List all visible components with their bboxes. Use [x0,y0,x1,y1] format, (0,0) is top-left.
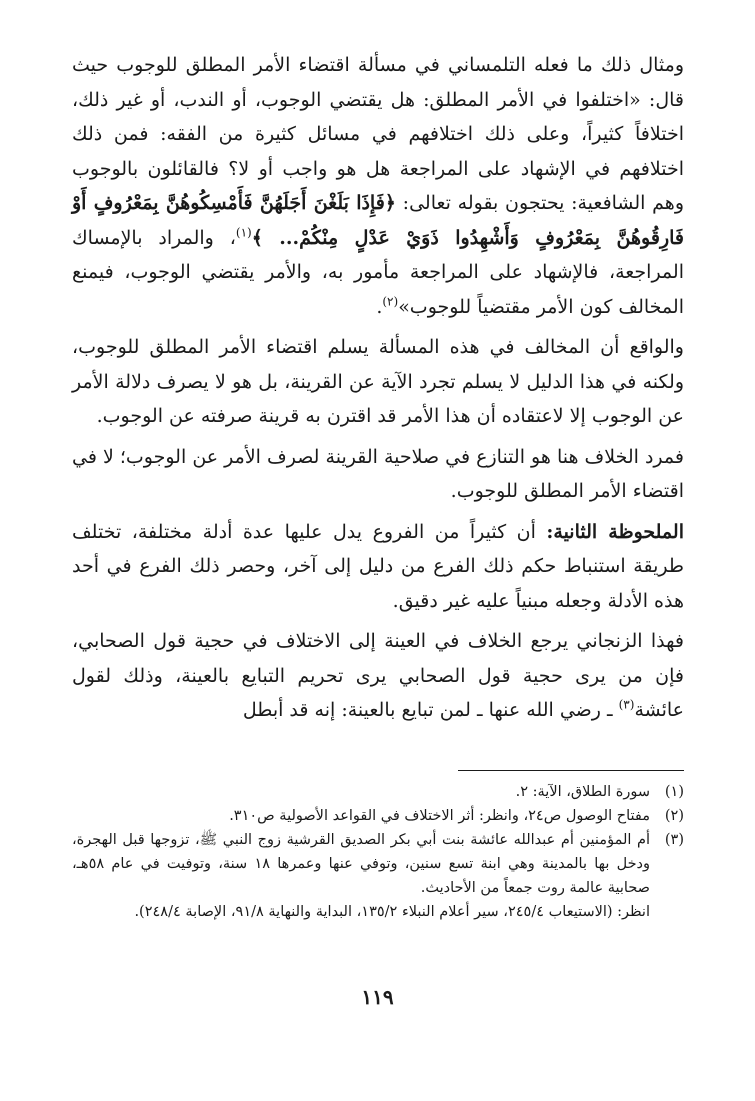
footnote-text: أم المؤمنين أم عبدالله عائشة بنت أبي بكر الصديق القرشية زوج النبي ﷺ، تزوجها قبل الهجرة، ودخل بها بالمدينة وهي ابنة تسع سنين، وتوفي عنها وعمرها ١٨ سنة، وتوفيت في عام ٥٨هـ، صحابية عالمة روت جمعاً من الأحاديث. [72,832,650,896]
footnote-3-references: انظر: (الاستيعاب ٢٤٥/٤، سير أعلام النبلاء ١٣٥/٢، البداية والنهاية ٩١/٨، الإصابة ٢٤٨/٤). [134,904,650,920]
second-note-label: الملحوظة الثانية: [546,520,684,543]
footnote-2 [72,804,684,828]
paragraph-1-end: . [376,295,383,318]
footnote-text: مفتاح الوصول ص٢٤، وانظر: أثر الاختلاف في القواعد الأصولية ص٣١٠. [229,808,650,824]
footnote-text: سورة الطلاق، الآية: ٢. [515,784,650,800]
footnote-divider [458,770,684,771]
paragraph-5-continuation: ـ رضي الله عنها ـ لمن تبايع بالعينة: إنه قد أبطل [242,699,619,721]
main-text [72,48,684,728]
footnote-number: (٢) [664,808,684,824]
paragraph-1-text: ومثال ذلك ما فعله التلمساني في مسألة اقتضاء الأمر المطلق للوجوب حيث قال: «اختلفوا في الأمر المطلق: هل يقتضي الوجوب، أو الندب، أو غير ذلك، اختلافاً كثيراً، وعلى ذلك اختلافهم في مسائل كثيرة من الفقه: فمن ذلك اختلافهم في الإشهاد على المراجعة هل هو واجب أو لا؟ فالقائلون بالوجوب وهم الشافعية: يحتجون بقوله تعالى: [72,54,685,214]
footnote-3 [72,828,684,900]
paragraph-5-text: فهذا الزنجاني يرجع الخلاف في العينة إلى الاختلاف في حجية قول الصحابي، فإن من يرى حجية قول الصحابي يرى تحريم التبايع بالعينة، وذلك لقول عائشة [72,630,684,721]
footnote-1 [72,780,684,804]
page-number: ١١٩ [361,985,394,1009]
paragraph-1-continuation: ، والمراد بالإمساك المراجعة، فالإشهاد على المراجعة مأمور به، والأمر يقتضي الوجوب، فيمنع المخالف كون الأمر مقتضياً للوجوب» [72,226,684,318]
paragraph-4-text: أن كثيراً من الفروع يدل عليها عدة أدلة مختلفة، تختلف طريقة استنباط حكم ذلك الفرع من دليل إلى آخر، وحصر ذلك الفرع في أحد هذه الأدلة وجعله مبنياً عليه غير دقيق. [72,520,684,612]
footnote-number: (٣) [664,832,684,848]
quran-verse: ﴿فَإِذَا بَلَغْنَ أَجَلَهُنَّ فَأَمْسِكُوهُنَّ بِمَعْرُوفٍ أَوْ فَارِقُوهُنَّ بِمَعْرُوفٍ وَأَشْهِدُوا ذَوَيْ عَدْلٍ مِنْكُمْ... ﴾ [72,192,684,249]
paragraph-3-text: فمرد الخلاف هنا هو التنازع في صلاحية القرينة لصرف الأمر عن الوجوب؛ لا في اقتضاء الأمر المطلق للوجوب. [72,445,684,502]
footnote-ref-3[interactable]: (٣) [618,697,635,712]
paragraph-1 [72,48,684,324]
footnote-number: (١) [664,784,684,800]
paragraph-2 [72,330,684,434]
paragraph-4 [72,515,684,619]
paragraph-3 [72,440,684,509]
paragraph-5 [72,624,684,728]
footnotes [72,780,684,924]
footnote-ref-2[interactable]: (٢) [382,294,399,309]
footnote-ref-1[interactable]: (١) [235,225,252,240]
paragraph-2-text: والواقع أن المخالف في هذه المسألة يسلم اقتضاء الأمر المطلق للوجوب، ولكنه في هذا الدليل لا يسلم تجرد الآية عن القرينة، بل هو لا يصرف دلالة الأمر عن الوجوب إلا لاعتقاده أن هذا الأمر قد اقترن به قرينة صرفته عن الوجوب. [72,336,684,427]
